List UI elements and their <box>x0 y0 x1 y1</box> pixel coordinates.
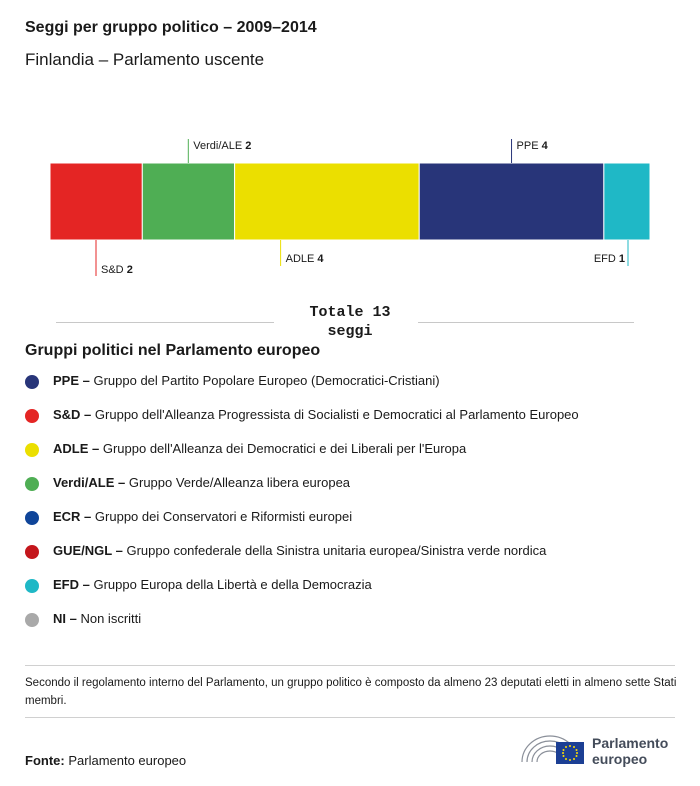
category-label: S&D <box>101 264 127 276</box>
ppe-color-dot <box>25 375 39 389</box>
bar-segment-efd <box>604 163 650 240</box>
value-label: 1 <box>618 253 625 265</box>
legend-abbr: NI – <box>53 611 77 626</box>
ecr-color-dot <box>25 511 39 525</box>
source <box>25 753 186 768</box>
bar-segment-adle <box>235 163 420 240</box>
legend-abbr: EFD – <box>53 577 90 592</box>
legend-desc: Gruppo dei Conservatori e Riformisti europei <box>94 509 353 524</box>
data-label <box>594 253 625 265</box>
category-label: Verdi/ALE <box>193 140 246 152</box>
legend-desc: Non iscritti <box>80 611 142 626</box>
legend-abbr: S&D – <box>53 407 92 422</box>
total-seats <box>278 303 422 341</box>
source-value: Parlamento europeo <box>68 753 187 768</box>
logo-line-1: Parlamento <box>592 735 669 751</box>
legend-abbr: PPE – <box>53 373 90 388</box>
bar-segment-verdi-ale <box>142 163 234 240</box>
legend-abbr: ECR – <box>53 509 92 524</box>
data-label <box>286 253 325 265</box>
data-label <box>193 140 251 152</box>
legend-desc: Gruppo dell'Alleanza dei Democratici e dei Liberali per l'Europa <box>102 441 467 456</box>
data-label <box>517 140 549 152</box>
logo-line-2: europeo <box>592 751 648 767</box>
legend-desc: Gruppo confederale della Sinistra unitaria europea/Sinistra verde nordica <box>126 543 547 558</box>
legend-desc: Gruppo Verde/Alleanza libera europea <box>128 475 351 490</box>
ni-color-dot <box>25 613 39 627</box>
sd-color-dot <box>25 409 39 423</box>
note-divider-top <box>25 665 675 666</box>
total-divider-left <box>56 322 274 323</box>
legend-abbr: Verdi/ALE – <box>53 475 126 490</box>
value-label: 2 <box>245 140 252 152</box>
verdi-ale-color-dot <box>25 477 39 491</box>
legend-desc: Gruppo Europa della Libertà e della Democrazia <box>93 577 372 592</box>
chart-subtitle: Finlandia – Parlamento uscente <box>25 50 265 69</box>
adle-color-dot <box>25 443 39 457</box>
total-divider-right <box>418 322 634 323</box>
eu-parliament-logo-icon <box>520 728 586 768</box>
legend-abbr: GUE/NGL – <box>53 543 123 558</box>
bar-segment-s-d <box>50 163 142 240</box>
legend-desc: Gruppo del Partito Popolare Europeo (Democratici-Cristiani) <box>93 373 440 388</box>
legend-title: Gruppi politici nel Parlamento europeo <box>25 342 321 359</box>
source-label: Fonte: <box>25 753 65 768</box>
category-label: ADLE <box>285 253 318 265</box>
category-label: EFD <box>593 253 619 265</box>
total-label: Totale 13 <box>309 304 391 321</box>
stacked-bar-chart <box>0 130 700 290</box>
data-label <box>101 264 133 276</box>
total-unit: seggi <box>327 323 373 340</box>
logo-text <box>592 735 692 767</box>
note-divider-bottom <box>25 717 675 718</box>
gue-ngl-color-dot <box>25 545 39 559</box>
efd-color-dot <box>25 579 39 593</box>
bar-segment-ppe <box>419 163 604 240</box>
value-label: 4 <box>317 253 324 265</box>
category-label: PPE <box>516 140 542 152</box>
value-label: 4 <box>541 140 548 152</box>
chart-title: Seggi per gruppo politico – 2009–2014 <box>25 19 317 36</box>
value-label: 2 <box>126 264 133 276</box>
legend-desc: Gruppo dell'Alleanza Progressista di Socialisti e Democratici al Parlamento Europeo <box>94 407 579 422</box>
footnote: Secondo il regolamento interno del Parlamento, un gruppo politico è composto da almeno 23 deputati eletti in almeno sette Stati membri. <box>25 677 677 707</box>
legend-abbr: ADLE – <box>53 441 100 456</box>
